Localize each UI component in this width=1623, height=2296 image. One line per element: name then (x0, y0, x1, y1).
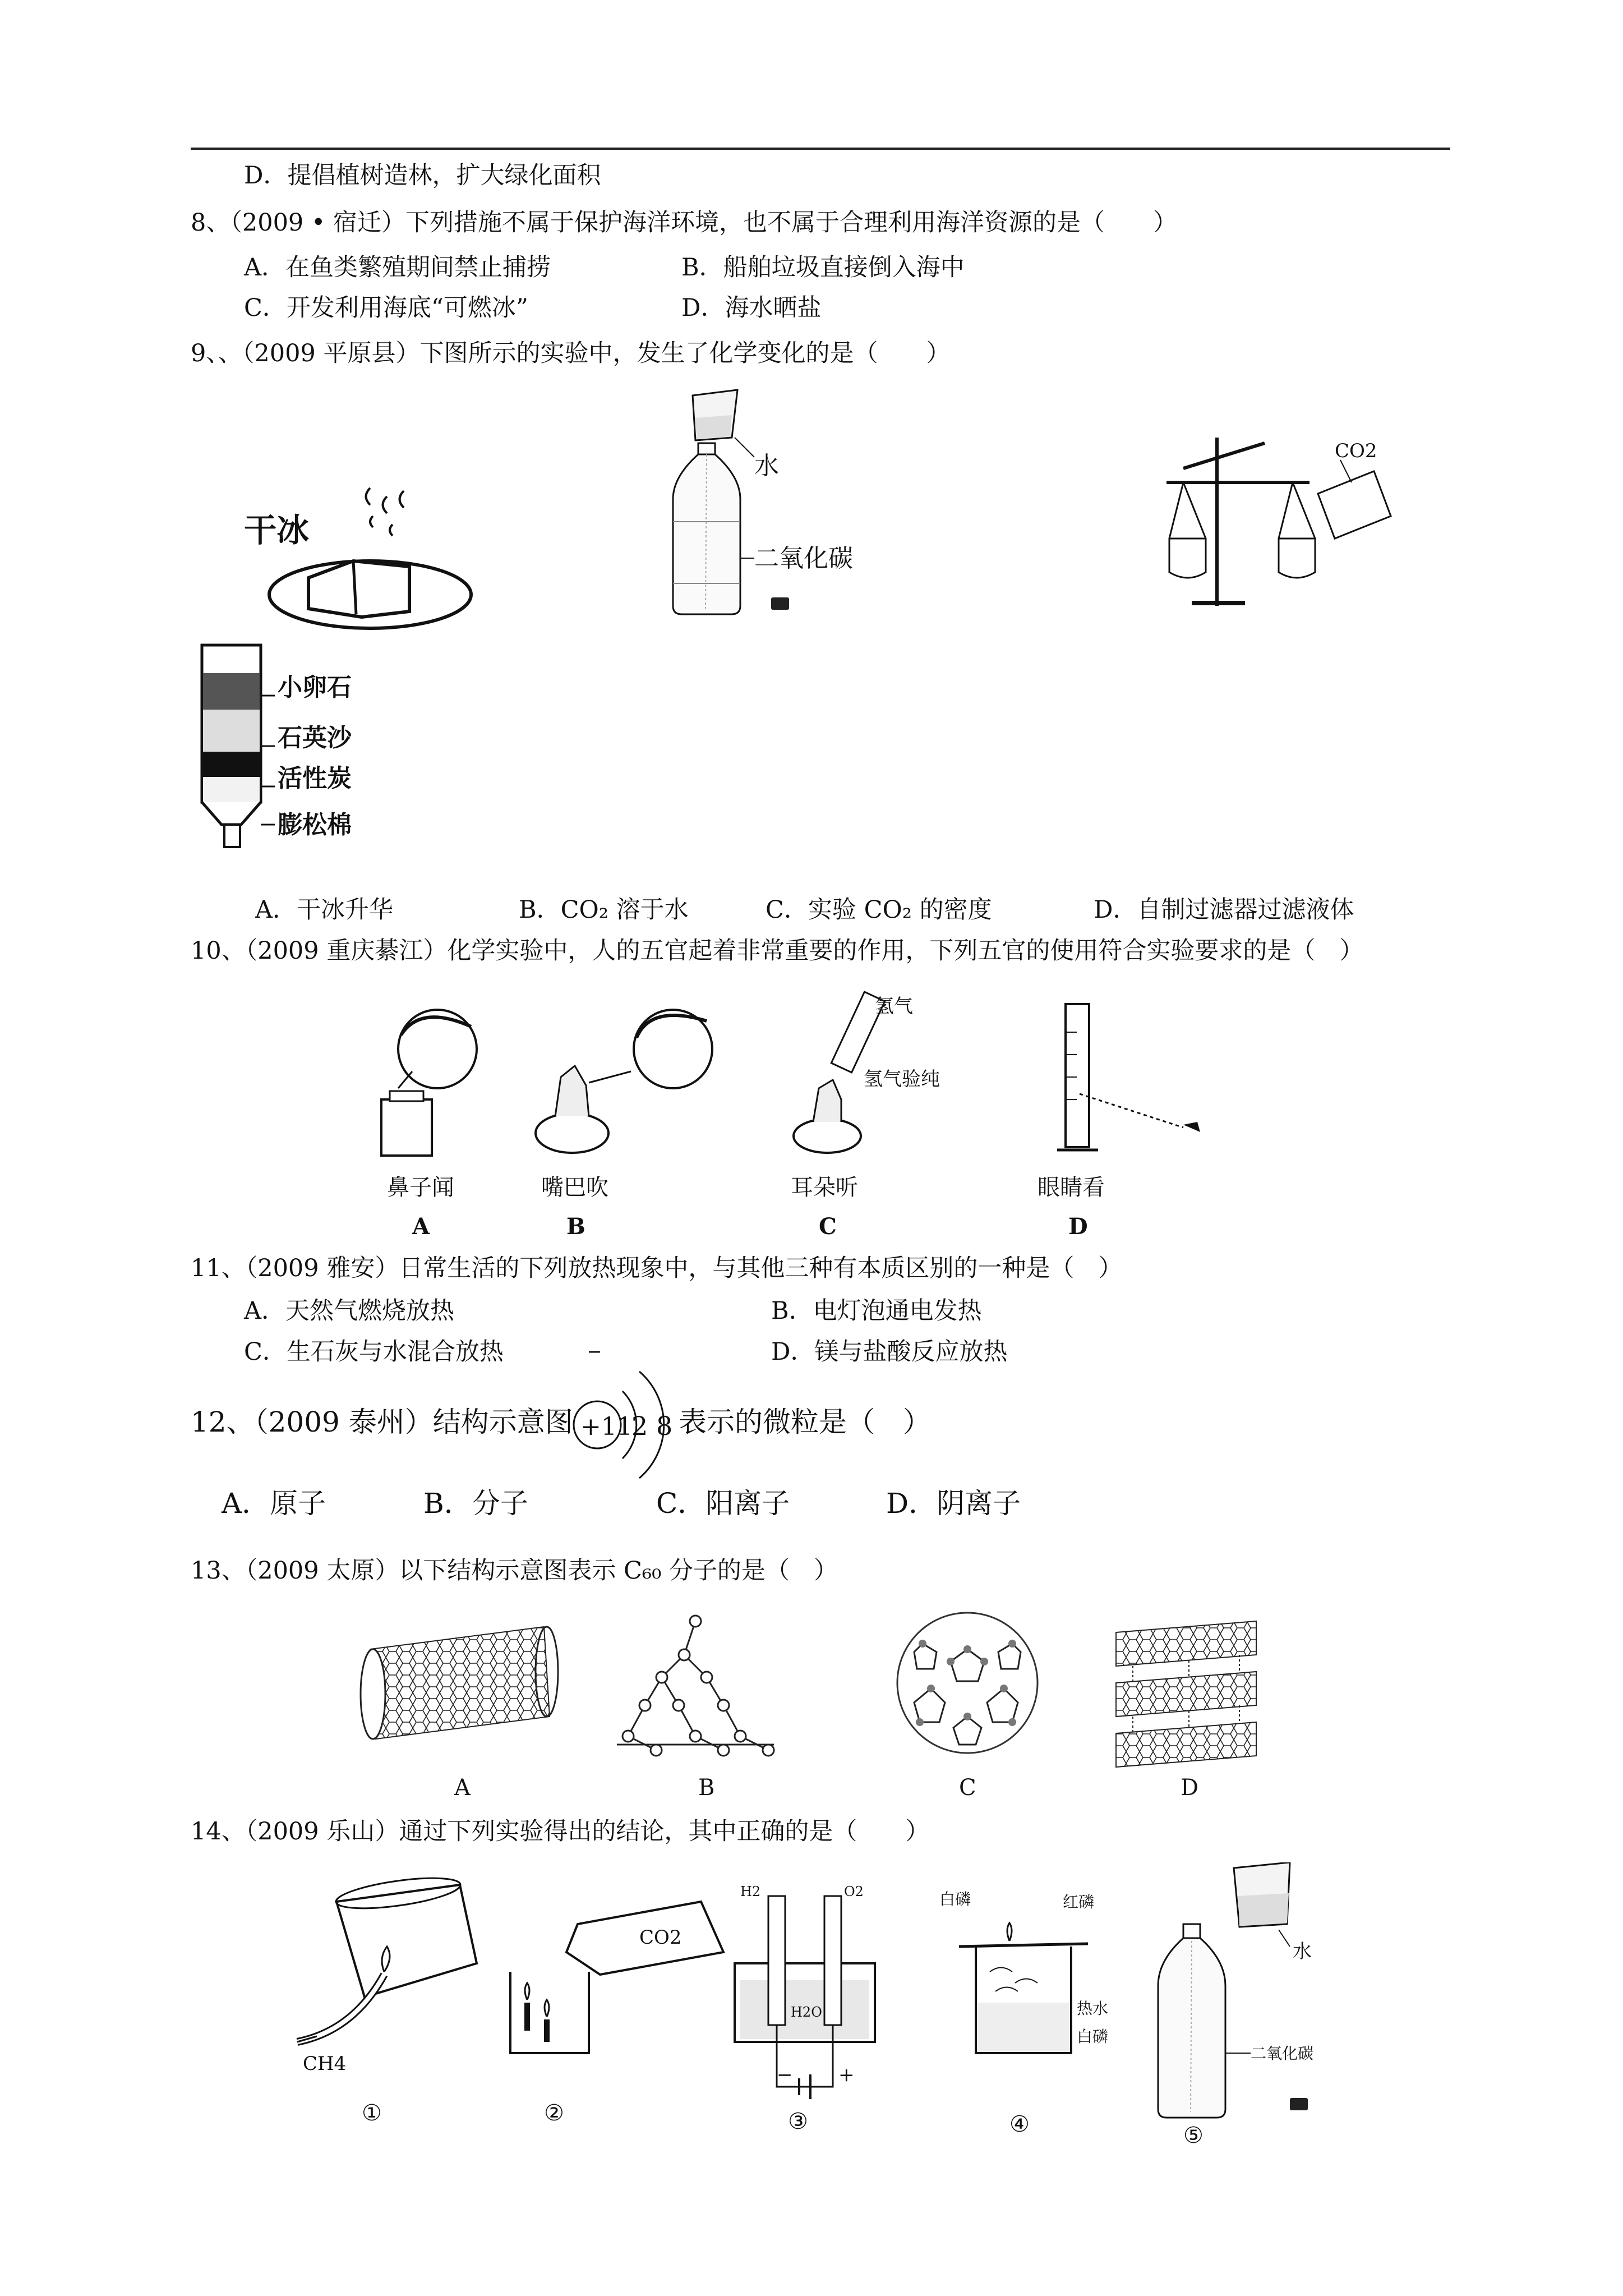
q13-stem: 13、（2009 太原）以下结构示意图表示 C₆₀ 分子的是（ ） (191, 1557, 838, 1585)
nanotube-structure (361, 1627, 558, 1801)
q8-option-c: C．开发利用海底“可燃冰” (244, 294, 528, 322)
svg-text:④: ④ (1009, 2111, 1030, 2137)
q12-stem-left: 12、（2009 泰州）结构示意图 (191, 1406, 573, 1438)
q9-option-d: D．自制过滤器过滤液体 (1094, 896, 1354, 924)
svg-text:2: 2 (631, 1411, 648, 1441)
svg-text:氢气验纯: 氢气验纯 (864, 1068, 940, 1091)
svg-text:嘴巴吹: 嘴巴吹 (541, 1175, 608, 1200)
svg-text:耳朵听: 耳朵听 (791, 1175, 858, 1200)
q10-stem: 10、（2009 重庆綦江）化学实验中，人的五官起着非常重要的作用，下列五官的使用符合实验要求的是（ ） (191, 937, 1364, 965)
q11-option-a: A．天然气燃烧放热 (244, 1297, 455, 1325)
svg-text:CH4: CH4 (303, 2053, 347, 2075)
q8-option-b: B．船舶垃圾直接倒入海中 (681, 254, 965, 282)
svg-text:B: B (566, 1213, 585, 1240)
svg-text:鼻子闻: 鼻子闻 (387, 1175, 454, 1200)
q12-option-b: B．分子 (423, 1487, 528, 1520)
svg-text:氢气: 氢气 (875, 995, 913, 1018)
q11-option-d: D．镁与盐酸反应放热 (771, 1338, 1008, 1366)
svg-text:D: D (1181, 1775, 1199, 1801)
svg-text:红磷: 红磷 (1063, 1893, 1095, 1911)
q12-option-c: C．阳离子 (656, 1487, 790, 1520)
q9-option-c: C．实验 CO₂ 的密度 (766, 896, 992, 924)
svg-text:C: C (819, 1213, 837, 1240)
blow-figure (536, 1010, 712, 1240)
experiment-4 (939, 1890, 1108, 2137)
svg-text:膨松棉: 膨松棉 (278, 811, 352, 839)
q8-option-d: D．海水晒盐 (681, 294, 822, 322)
svg-text:白磷: 白磷 (1077, 2027, 1109, 2046)
q9-option-a: A．干冰升华 (255, 896, 394, 924)
experiment-3 (735, 1884, 875, 2134)
q11-option-b: B．电灯泡通电发热 (771, 1297, 982, 1325)
svg-text:①: ① (362, 2100, 382, 2126)
svg-text:石英沙: 石英沙 (278, 724, 352, 752)
balance-figure (1166, 432, 1458, 617)
c60-structure (897, 1613, 1038, 1801)
q12-option-a: A．原子 (222, 1487, 326, 1520)
senses-figure (359, 987, 1234, 1245)
svg-text:②: ② (544, 2100, 564, 2126)
experiments-figure (286, 1862, 1352, 2154)
svg-text:⑤: ⑤ (1183, 2123, 1204, 2148)
svg-text:③: ③ (788, 2109, 808, 2134)
svg-text:C: C (959, 1775, 976, 1801)
co2-bottle-figure (639, 387, 875, 623)
svg-text:水: 水 (754, 452, 779, 480)
q14-stem: 14、（2009 乐山）通过下列实验得出的结论，其中正确的是（ ） (191, 1818, 930, 1846)
q8-option-a: A．在鱼类繁殖期间禁止捕捞 (244, 254, 551, 282)
svg-text:−: − (777, 2064, 793, 2086)
svg-text:H2O: H2O (791, 2004, 822, 2020)
listen-figure (791, 992, 940, 1240)
q11-option-c: C．生石灰与水混合放热 (244, 1338, 504, 1366)
svg-text:热水: 热水 (1077, 1999, 1109, 2018)
svg-text:D: D (1068, 1213, 1088, 1240)
svg-text:8: 8 (656, 1411, 673, 1441)
svg-text:A: A (412, 1213, 430, 1240)
experiment-1 (297, 1872, 477, 2126)
svg-text:眼睛看: 眼睛看 (1038, 1175, 1105, 1200)
svg-text:A: A (454, 1775, 471, 1801)
svg-text:H2: H2 (740, 1884, 761, 1899)
experiment-2 (510, 1902, 723, 2126)
svg-text:干冰: 干冰 (244, 511, 310, 549)
atom-structure-figure (566, 1343, 684, 1495)
svg-text:小卵石: 小卵石 (278, 673, 352, 702)
q8-stem: 8、（2009 • 宿迁）下列措施不属于保护海洋环境，也不属于合理利用海洋资源的是（ ） (191, 209, 1177, 237)
q9-option-b: B．CO₂ 溶于水 (519, 896, 689, 924)
carbon-structures-figure (359, 1604, 1279, 1812)
svg-text:水: 水 (1293, 1940, 1312, 1963)
smell-figure (381, 1010, 477, 1240)
svg-text:二氧化碳: 二氧化碳 (1251, 2044, 1314, 2063)
svg-text:CO2: CO2 (1335, 440, 1377, 462)
q11-stem: 11、（2009 雅安）日常生活的下列放热现象中，与其他三种有本质区别的一种是（ ） (191, 1254, 1123, 1282)
svg-text:O2: O2 (844, 1884, 864, 1899)
svg-text:二氧化碳: 二氧化碳 (754, 544, 853, 573)
svg-text:B: B (698, 1775, 715, 1801)
header-rule (191, 148, 1450, 150)
q12-option-d: D．阴离子 (886, 1487, 1021, 1520)
dry-ice-figure (241, 482, 477, 645)
q9-stem: 9、、（2009 平原县）下图所示的实验中，发生了化学变化的是（ ） (191, 339, 951, 367)
svg-text:CO2: CO2 (639, 1926, 682, 1949)
svg-text:白磷: 白磷 (939, 1890, 971, 1908)
q7-option-d: D．提倡植树造林，扩大绿化面积 (244, 162, 601, 190)
svg-text:+11: +11 (580, 1412, 633, 1441)
q12-stem-right: 表示的微粒是（ ） (679, 1406, 931, 1438)
filter-figure (191, 639, 404, 869)
experiment-5 (1158, 1862, 1313, 2148)
eye-figure (1038, 1004, 1200, 1240)
graphite-structure (1116, 1621, 1256, 1801)
svg-text:活性炭: 活性炭 (278, 764, 352, 793)
diamond-structure (617, 1616, 774, 1801)
svg-text:+: + (838, 2064, 855, 2086)
